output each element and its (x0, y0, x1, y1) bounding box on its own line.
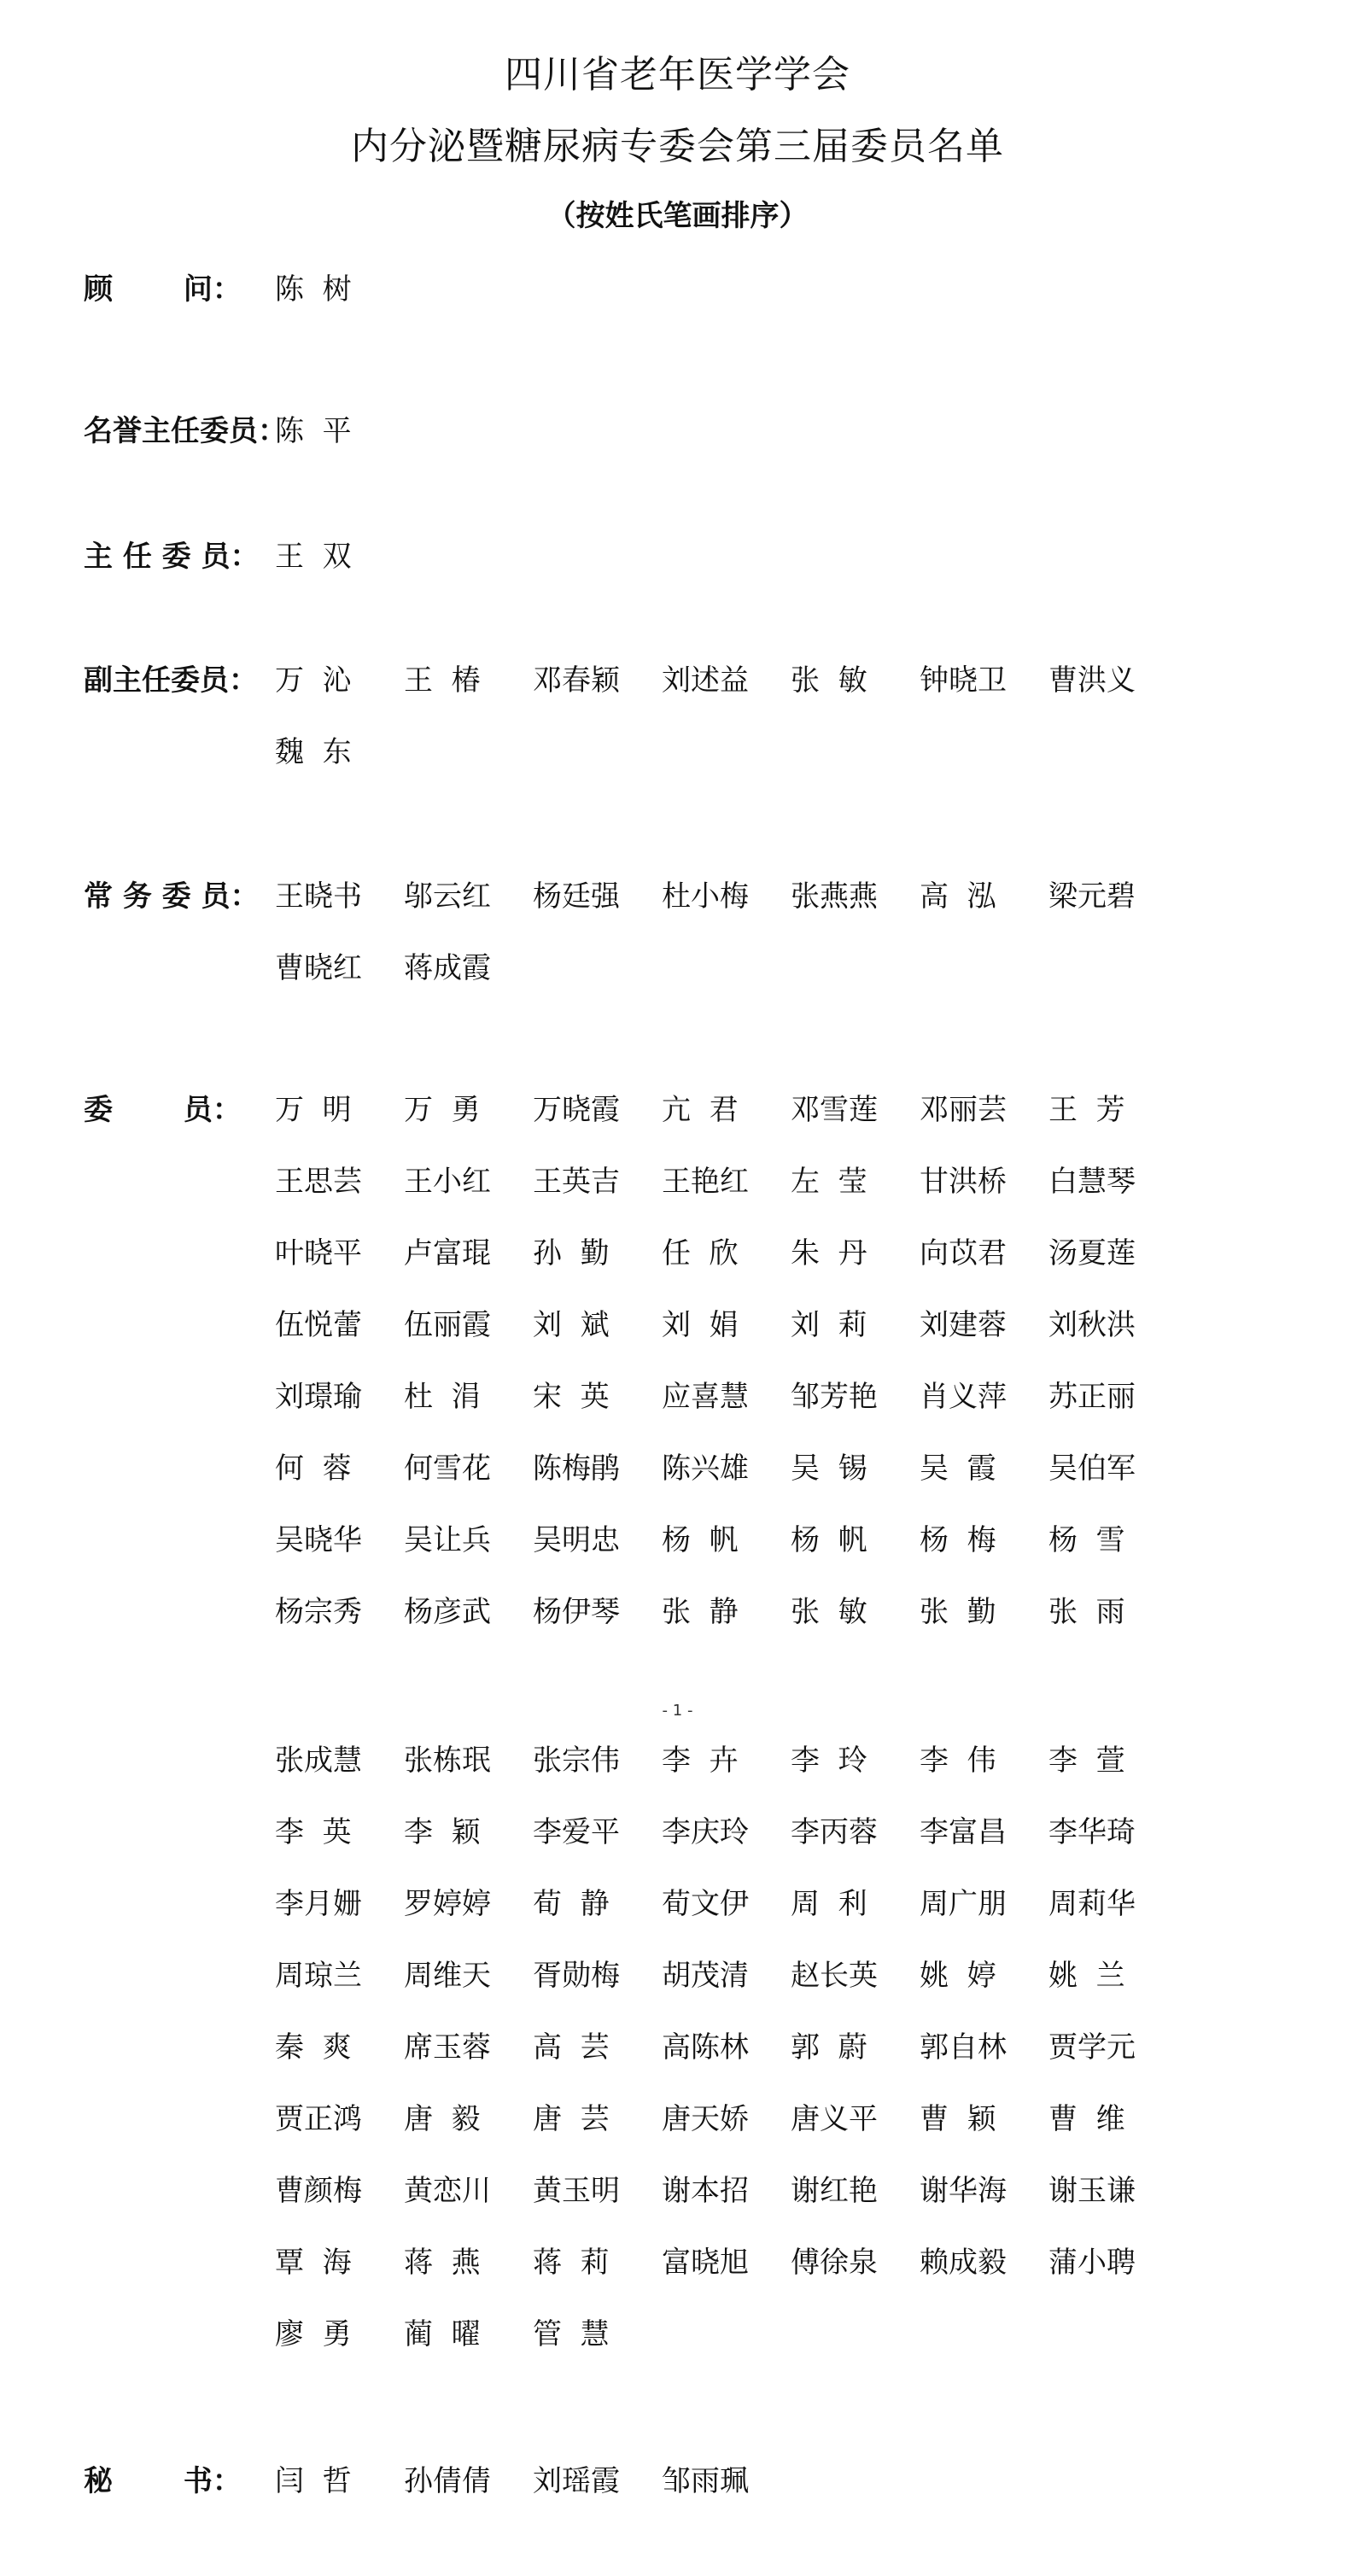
member-name: 曹 颖 (920, 2102, 996, 2136)
member-name: 蒲小聘 (1048, 2246, 1136, 2280)
member-name: 刘瑶霞 (533, 2464, 620, 2498)
member-name: 荀文伊 (662, 1887, 749, 1921)
member-name: 卢富琨 (404, 1236, 491, 1270)
member-name: 白慧琴 (1048, 1165, 1136, 1199)
names-members-page2 (275, 1746, 1214, 2392)
member-name: 唐义平 (791, 2102, 878, 2136)
member-name: 邬云红 (404, 879, 491, 914)
member-name: 张燕燕 (791, 879, 878, 914)
member-name: 宋 英 (533, 1380, 610, 1414)
member-name: 王 芳 (1048, 1093, 1125, 1127)
member-name: 周广朋 (920, 1887, 1007, 1921)
member-name: 蔺 曜 (404, 2317, 481, 2351)
member-name: 张 静 (662, 1595, 739, 1629)
label-secretaries: 秘 书： (84, 2464, 242, 2498)
member-name: 李富昌 (920, 1815, 1007, 1849)
member-name: 赖成毅 (920, 2246, 1007, 2280)
member-name: 叶晓平 (275, 1236, 362, 1270)
member-name: 曹 维 (1048, 2102, 1125, 2136)
member-name: 曹洪义 (1048, 663, 1136, 698)
member-name: 张 雨 (1048, 1595, 1125, 1629)
label-chair: 主 任 委 员： (84, 540, 260, 574)
label-honorary-chair: 名誉主任委员： (84, 414, 287, 448)
member-name: 闫 哲 (275, 2464, 352, 2498)
name-row (275, 1167, 1214, 1239)
member-name: 李华琦 (1048, 1815, 1136, 1849)
member-name: 刘建蓉 (920, 1308, 1007, 1342)
label-vice-chairs: 副主任委员： (84, 663, 258, 698)
member-name: 王思芸 (275, 1165, 362, 1199)
member-name: 胡茂清 (662, 1959, 749, 1993)
member-name: 席玉蓉 (404, 2030, 491, 2065)
label-standing-members: 常 务 委 员： (84, 879, 260, 914)
member-name: 李 玲 (791, 1744, 867, 1778)
document-subtitle: （按姓氏笔画排序） (546, 199, 809, 233)
member-name: 杨 帆 (791, 1523, 867, 1557)
member-name: 梁元碧 (1048, 879, 1136, 914)
member-name: 朱 丹 (791, 1236, 867, 1270)
member-name: 万 勇 (404, 1093, 481, 1127)
member-name: 姚 兰 (1048, 1959, 1125, 1993)
name-row (275, 542, 1214, 614)
member-name: 傅徐泉 (791, 2246, 878, 2280)
member-name: 应喜慧 (662, 1380, 749, 1414)
member-name: 刘 莉 (791, 1308, 867, 1342)
name-row (275, 1746, 1214, 1818)
member-name: 高 芸 (533, 2030, 610, 2065)
member-name: 王艳红 (662, 1165, 749, 1199)
member-name: 郭 蔚 (791, 2030, 867, 2065)
member-name: 吴 霞 (920, 1452, 996, 1486)
document-title-line2: 内分泌暨糖尿病专委会第三届委员名单 (351, 125, 1004, 168)
member-name: 张 勤 (920, 1595, 996, 1629)
member-name: 李爱平 (533, 1815, 620, 1849)
member-name: 谢玉谦 (1048, 2174, 1136, 2208)
member-name: 李月姗 (275, 1887, 362, 1921)
member-name: 左 莹 (791, 1165, 867, 1199)
member-name: 谢红艳 (791, 2174, 878, 2208)
member-name: 何 蓉 (275, 1452, 352, 1486)
member-name: 刘璟瑜 (275, 1380, 362, 1414)
member-name: 周 利 (791, 1887, 867, 1921)
name-row (275, 2248, 1214, 2320)
name-row (275, 2464, 1214, 2538)
member-name: 吴伯军 (1048, 1452, 1136, 1486)
member-name: 张栋珉 (404, 1744, 491, 1778)
member-name: 邓丽芸 (920, 1093, 1007, 1127)
member-name: 刘 斌 (533, 1308, 610, 1342)
member-name: 罗婷婷 (404, 1887, 491, 1921)
member-name: 秦 爽 (275, 2030, 352, 2065)
member-name: 蒋 莉 (533, 2246, 610, 2280)
member-name: 富晓旭 (662, 2246, 749, 2280)
name-row (275, 2317, 1214, 2392)
member-name: 孙倩倩 (404, 2464, 491, 2498)
member-name: 张成慧 (275, 1744, 362, 1778)
member-name: 邹雨珮 (662, 2464, 749, 2498)
member-name: 李 卉 (662, 1744, 739, 1778)
member-name: 汤夏莲 (1048, 1236, 1136, 1270)
member-name: 高陈林 (662, 2030, 749, 2065)
member-name: 王 椿 (404, 663, 481, 698)
names-standing-members (275, 879, 1214, 1025)
member-name: 刘秋洪 (1048, 1308, 1136, 1342)
member-name: 郭自林 (920, 2030, 1007, 2065)
member-name: 李 萱 (1048, 1744, 1125, 1778)
member-name: 陈梅鹃 (533, 1452, 620, 1486)
member-name: 黄恋川 (404, 2174, 491, 2208)
name-row (275, 1961, 1214, 2033)
member-name: 李庆玲 (662, 1815, 749, 1849)
member-name: 万 沁 (275, 663, 352, 698)
name-row (275, 1815, 1214, 1890)
name-row (275, 663, 1214, 738)
names-chair (275, 542, 1214, 614)
member-name: 李 伟 (920, 1744, 996, 1778)
member-name: 钟晓卫 (920, 663, 1007, 698)
name-row (275, 951, 1214, 1025)
member-name: 张 敏 (791, 1595, 867, 1629)
member-name: 唐 芸 (533, 2102, 610, 2136)
member-name: 吴 锡 (791, 1452, 867, 1486)
names-vice-chairs (275, 663, 1214, 809)
name-row (275, 1308, 1214, 1382)
member-name: 陈兴雄 (662, 1452, 749, 1486)
member-name: 王小红 (404, 1165, 491, 1199)
member-name: 杜 涓 (404, 1380, 481, 1414)
member-name: 伍丽霞 (404, 1308, 491, 1342)
member-name: 张 敏 (791, 663, 867, 698)
member-name: 杜小梅 (662, 879, 749, 914)
member-name: 覃 海 (275, 2246, 352, 2280)
member-name: 杨廷强 (533, 879, 620, 914)
member-name: 杨 梅 (920, 1523, 996, 1557)
name-row (275, 1454, 1214, 1526)
member-name: 向苡君 (920, 1236, 1007, 1270)
name-row (275, 2030, 1214, 2105)
member-name: 吴晓华 (275, 1523, 362, 1557)
member-name: 杨伊琴 (533, 1595, 620, 1629)
name-row (275, 1382, 1214, 1454)
member-name: 赵长英 (791, 1959, 878, 1993)
name-row (275, 1095, 1214, 1167)
member-name: 曹颜梅 (275, 2174, 362, 2208)
member-name: 管 慧 (533, 2317, 610, 2351)
member-name: 刘 娟 (662, 1308, 739, 1342)
label-members: 委 员： (84, 1093, 242, 1127)
name-row (275, 1523, 1214, 1598)
member-name: 伍悦蕾 (275, 1308, 362, 1342)
member-name: 吴明忠 (533, 1523, 620, 1557)
member-name: 谢本招 (662, 2174, 749, 2208)
member-name: 高 泓 (920, 879, 996, 914)
member-name: 唐 毅 (404, 2102, 481, 2136)
member-name: 胥勋梅 (533, 1959, 620, 1993)
member-name: 廖 勇 (275, 2317, 352, 2351)
member-name: 吴让兵 (404, 1523, 491, 1557)
member-name: 陈 平 (275, 414, 352, 448)
member-name: 杨宗秀 (275, 1595, 362, 1629)
name-row (275, 735, 1214, 809)
name-row (275, 1236, 1214, 1311)
page-number: - 1 - (662, 1702, 693, 1720)
member-name: 周维天 (404, 1959, 491, 1993)
member-name: 黄玉明 (533, 2174, 620, 2208)
member-name: 万 明 (275, 1093, 352, 1127)
member-name: 荀 静 (533, 1887, 610, 1921)
member-name: 王晓书 (275, 879, 362, 914)
member-name: 邓春颖 (533, 663, 620, 698)
names-members-page1 (275, 1095, 1214, 1669)
member-name: 杨 雪 (1048, 1523, 1125, 1557)
member-name: 苏正丽 (1048, 1380, 1136, 1414)
member-name: 蒋成霞 (404, 951, 491, 985)
label-advisor: 顾 问： (84, 272, 242, 307)
member-name: 贾学元 (1048, 2030, 1136, 2065)
name-row (275, 1887, 1214, 1961)
name-row (275, 879, 1214, 954)
member-name: 贾正鸿 (275, 2102, 362, 2136)
member-name: 周琼兰 (275, 1959, 362, 1993)
member-name: 魏 东 (275, 735, 352, 769)
member-name: 刘述益 (662, 663, 749, 698)
member-name: 任 欣 (662, 1236, 739, 1270)
member-name: 周莉华 (1048, 1887, 1136, 1921)
member-name: 杨彦武 (404, 1595, 491, 1629)
member-name: 杨 帆 (662, 1523, 739, 1557)
name-row (275, 414, 1214, 488)
name-row (275, 272, 1214, 347)
member-name: 万晓霞 (533, 1093, 620, 1127)
member-name: 邹芳艳 (791, 1380, 878, 1414)
member-name: 张宗伟 (533, 1744, 620, 1778)
member-name: 蒋 燕 (404, 2246, 481, 2280)
names-honorary-chair (275, 414, 1214, 488)
names-secretaries (275, 2464, 1214, 2538)
name-row (275, 1595, 1214, 1669)
name-row (275, 2176, 1214, 2248)
member-name: 曹晓红 (275, 951, 362, 985)
member-name: 何雪花 (404, 1452, 491, 1486)
member-name: 李 颖 (404, 1815, 481, 1849)
member-name: 王 双 (275, 540, 352, 574)
member-name: 肖义萍 (920, 1380, 1007, 1414)
member-name: 李 英 (275, 1815, 352, 1849)
member-name: 唐天娇 (662, 2102, 749, 2136)
member-name: 邓雪莲 (791, 1093, 878, 1127)
member-name: 王英吉 (533, 1165, 620, 1199)
member-name: 陈 树 (275, 272, 352, 307)
member-name: 孙 勤 (533, 1236, 610, 1270)
member-name: 亢 君 (662, 1093, 739, 1127)
member-name: 姚 婷 (920, 1959, 996, 1993)
member-name: 甘洪桥 (920, 1165, 1007, 1199)
document-title-line1: 四川省老年医学学会 (505, 53, 850, 96)
member-name: 李丙蓉 (791, 1815, 878, 1849)
name-row (275, 2102, 1214, 2176)
member-name: 谢华海 (920, 2174, 1007, 2208)
names-advisor (275, 272, 1214, 347)
